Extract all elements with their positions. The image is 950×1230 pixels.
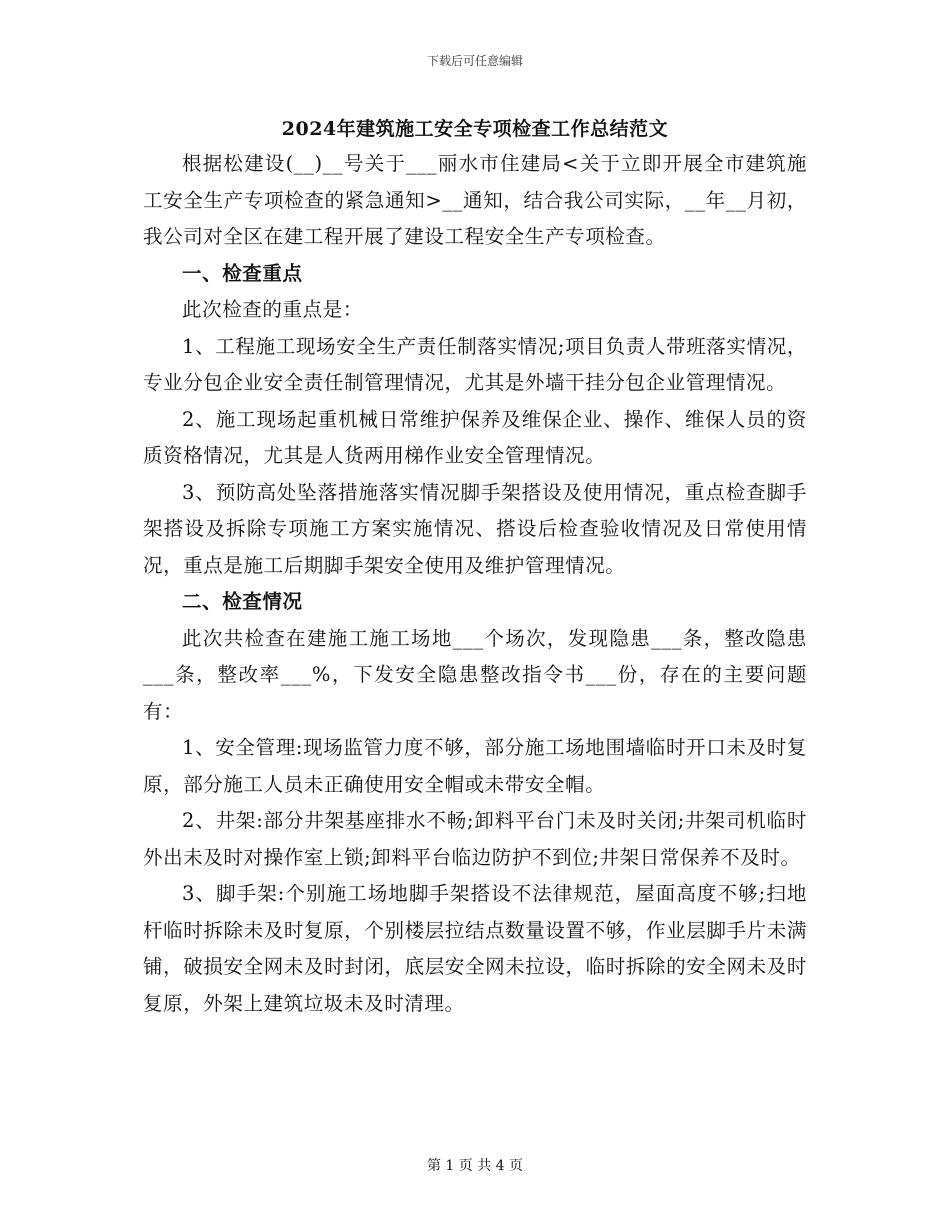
section-heading-inspection-focus: 一、检查重点 — [182, 261, 303, 285]
paragraph-issue-scaffolding: 3、脚手架:个别施工场地脚手架搭设不法律规范，屋面高度不够;扫地杆临时拆除未及时复原，个别楼层拉结点数量设置不够，作业层脚手片未满铺，破损安全网未及时封闭，底层安全网未拉设，临时拆除的安全网未及时复原，外架上建筑垃圾未及时清理。 — [143, 882, 807, 1015]
header-note: 下载后可任意编辑 — [426, 54, 523, 68]
paragraph-issue-safety-management: 1、安全管理:现场监管力度不够，部分施工场地围墙临时开口未及时复原，部分施工人员未正确使用安全帽或未带安全帽。 — [143, 736, 807, 796]
paragraph-focus-intro: 此次检查的重点是： — [182, 298, 363, 321]
document-title: 2024年建筑施工安全专项检查工作总结范文 — [281, 118, 669, 140]
paragraph-status-summary: 此次共检查在建施工施工场地___个场次，发现隐患___条，整改隐患___条，整改率___%，下发安全隐患整改指令书___份，存在的主要问题有： — [143, 626, 807, 723]
paragraph-issue-derrick: 2、井架:部分井架基座排水不畅;卸料平台门未及时关闭;井架司机临时外出未及时对操作室上锁;卸料平台临边防护不到位;井架日常保养不及时。 — [143, 809, 807, 869]
intro-paragraph: 根据松建设(__)__号关于___丽水市住建局<关于立即开展全市建筑施工安全生产专项检查的紧急通知>__通知，结合我公司实际，__年__月初，我公司对全区在建工程开展了建设工程安全生产专项检查。 — [143, 152, 807, 248]
paragraph-focus-item-1: 1、工程施工现场安全生产责任制落实情况;项目负责人带班落实情况，专业分包企业安全责任制管理情况，尤其是外墙干挂分包企业管理情况。 — [143, 334, 807, 394]
page-number-footer: 第 1 页 共 4 页 — [426, 1158, 524, 1174]
paragraph-focus-item-3: 3、预防高处坠落措施落实情况脚手架搭设及使用情况，重点检查脚手架搭设及拆除专项施工方案实施情况、搭设后检查验收情况及日常使用情况，重点是施工后期脚手架安全使用及维护管理情况。 — [143, 480, 807, 577]
document-body — [143, 146, 807, 1022]
section-heading-inspection-status: 二、检查情况 — [182, 590, 303, 613]
paragraph-focus-item-2: 2、施工现场起重机械日常维护保养及维保企业、操作、维保人员的资质资格情况，尤其是人货两用梯作业安全管理情况。 — [143, 407, 807, 467]
